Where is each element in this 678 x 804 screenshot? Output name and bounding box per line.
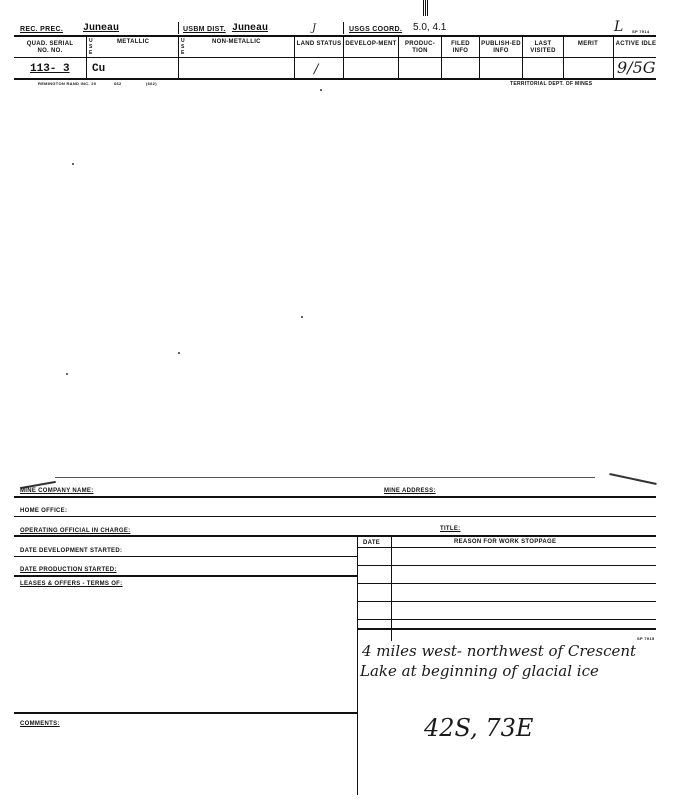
col-production: PRODUC-TION xyxy=(404,41,436,54)
rule xyxy=(357,547,656,548)
form-number: SP 7914 xyxy=(632,29,650,34)
usbm-dist-value: Juneau xyxy=(232,23,269,34)
rule xyxy=(55,477,595,478)
title-label: TITLE: xyxy=(440,526,461,532)
comments-label: COMMENTS: xyxy=(20,721,60,727)
col-filed-info: FILED INFO xyxy=(451,41,470,54)
col-published-info: PUBLISH-ED INFO xyxy=(481,41,521,54)
date-col-label: DATE xyxy=(363,540,381,546)
rule xyxy=(14,712,357,714)
leases-label: LEASES & OFFERS - TERMS OF: xyxy=(20,581,123,587)
row-land-status: / xyxy=(314,62,319,77)
rec-prec-label: REC. PREC. xyxy=(20,26,64,33)
col-use-codes-b: U S E xyxy=(181,38,185,56)
divider xyxy=(178,22,179,34)
location-note-line1: 4 miles west- northwest of Crescent xyxy=(362,642,637,660)
rule xyxy=(357,583,656,584)
col-non-metallic: NON-METALLIC xyxy=(212,39,261,45)
usgs-coord-value: 5.0, 4.1 xyxy=(413,22,447,33)
rule xyxy=(14,575,357,577)
footer-left: REMINGTON RAND INC. 20 xyxy=(38,81,97,86)
usgs-coord-label: USGS COORD. xyxy=(349,26,403,33)
rule xyxy=(14,496,656,498)
date-dev-label: DATE DEVELOPMENT STARTED: xyxy=(20,548,123,554)
mine-address-label: MINE ADDRESS: xyxy=(384,488,436,494)
rule xyxy=(14,535,656,537)
scan-speck xyxy=(72,163,74,165)
rule xyxy=(357,619,656,620)
col-metallic: METALLIC xyxy=(117,39,150,45)
scan-speck xyxy=(66,373,68,375)
rule xyxy=(357,565,656,566)
usbm-dist-label: USBM DIST. xyxy=(183,26,226,33)
footer-code-b: (662) xyxy=(146,81,157,86)
rule xyxy=(357,601,656,602)
col-quad-serial: QUAD. SERIAL NO. NO. xyxy=(26,41,74,54)
operating-official-label: OPERATING OFFICIAL IN CHARGE: xyxy=(20,528,131,534)
rule xyxy=(14,516,656,517)
scan-speck xyxy=(320,89,322,91)
township-range: 42S, 73E xyxy=(424,714,534,742)
rule xyxy=(14,556,357,557)
scan-speck xyxy=(178,352,180,354)
usbm-dist-mark: J xyxy=(312,23,317,34)
row-quad-serial: 113- 3 xyxy=(30,63,70,75)
col-land-status: LAND STATUS xyxy=(296,41,342,47)
rule xyxy=(14,35,656,37)
rule xyxy=(14,78,656,80)
row-metallic: Cu xyxy=(92,63,106,75)
location-note-line2: Lake at beginning of glacial ice xyxy=(360,662,599,680)
pen-stroke xyxy=(609,473,656,485)
form-number-bottom: SP 7915 xyxy=(637,636,655,641)
date-prod-label: DATE PRODUCTION STARTED: xyxy=(20,567,117,573)
col-active-idle: ACTIVE IDLE xyxy=(615,41,657,47)
col-use-codes-a: U S E xyxy=(89,38,93,56)
scan-speck xyxy=(301,316,303,318)
corner-mark: L xyxy=(614,19,624,35)
divider xyxy=(391,535,392,641)
col-last-visited: LAST VISITED xyxy=(530,41,556,54)
home-office-label: HOME OFFICE: xyxy=(20,508,68,514)
rule xyxy=(14,57,656,58)
mine-company-label: MINE COMPANY NAME: xyxy=(20,488,94,494)
rec-prec-value: Juneau xyxy=(83,23,120,34)
divider xyxy=(357,535,358,795)
footer-code-a: 662 xyxy=(114,81,122,86)
col-development: DEVELOP-MENT xyxy=(345,41,397,47)
col-merit: MERIT xyxy=(577,41,599,47)
rule xyxy=(357,628,656,630)
divider xyxy=(343,22,344,34)
reason-col-label: REASON FOR WORK STOPPAGE xyxy=(454,539,557,545)
footer-right: TERRITORIAL DEPT. OF MINES xyxy=(510,81,593,87)
row-active-idle: 9/5G xyxy=(617,58,656,77)
scan-marker xyxy=(423,0,429,16)
